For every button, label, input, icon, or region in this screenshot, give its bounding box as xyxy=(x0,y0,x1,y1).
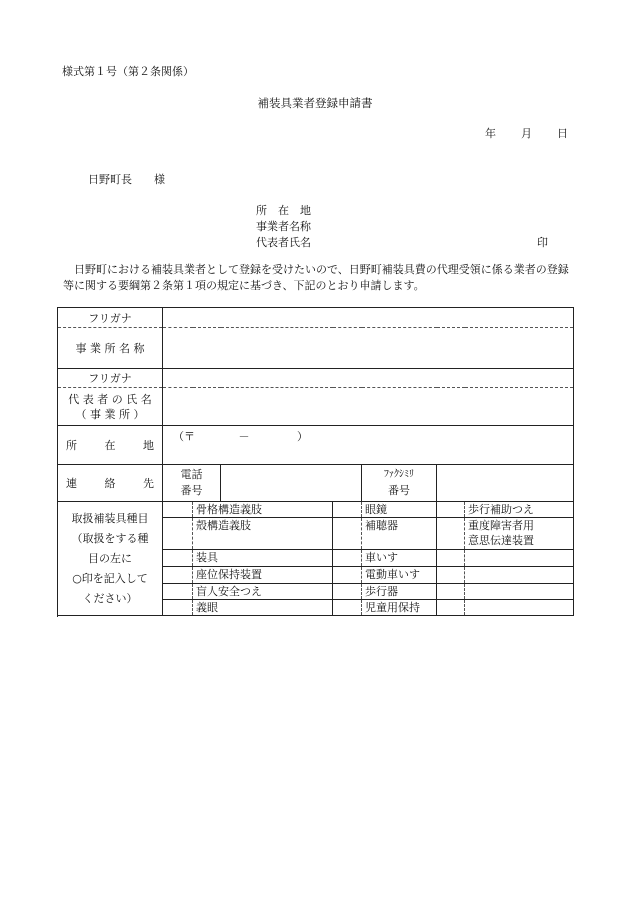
type-item: 電動車いす xyxy=(362,567,437,584)
document-title: 補装具業者登録申請書 xyxy=(257,96,373,110)
type-mark[interactable] xyxy=(437,550,465,567)
type-mark[interactable] xyxy=(333,584,362,600)
type-item-empty xyxy=(465,584,574,600)
type-mark[interactable] xyxy=(163,584,193,600)
furigana-label: フリガナ xyxy=(58,369,163,388)
type-item-empty xyxy=(465,550,574,567)
type-mark[interactable] xyxy=(333,550,362,567)
type-item: 義眼 xyxy=(193,600,333,616)
phone-label: 電話 番号 xyxy=(163,465,221,502)
type-item: 歩行補助つえ xyxy=(465,502,574,518)
type-mark[interactable] xyxy=(163,550,193,567)
phone-field[interactable] xyxy=(221,465,362,502)
type-item: 装具 xyxy=(193,550,333,567)
type-mark[interactable] xyxy=(163,567,193,584)
type-item: 補聴器 xyxy=(362,518,437,550)
type-item: 座位保持装置 xyxy=(193,567,333,584)
address-label: 所 在 地 xyxy=(58,426,163,465)
office-furigana-field[interactable] xyxy=(163,308,574,328)
type-mark[interactable] xyxy=(437,567,465,584)
applicant-business-name-label: 事業者名称 xyxy=(256,220,311,233)
application-form-table xyxy=(57,307,574,616)
date-day[interactable]: 日 xyxy=(557,127,568,140)
furigana-label: フリガナ xyxy=(58,308,163,328)
type-mark[interactable] xyxy=(437,600,465,616)
type-mark[interactable] xyxy=(333,600,362,616)
date-year[interactable]: 年 xyxy=(485,127,496,140)
address-field[interactable]: （〒 － ） xyxy=(163,426,574,465)
type-mark[interactable] xyxy=(163,518,193,550)
fax-field[interactable] xyxy=(437,465,574,502)
type-item: 車いす xyxy=(362,550,437,567)
type-mark[interactable] xyxy=(437,518,465,550)
equipment-types-label: 取扱補装具種目 （取扱をする種 目の左に ○印を記入して ください） xyxy=(58,502,163,616)
type-item: 骨格構造義肢 xyxy=(193,502,333,518)
addressee: 日野町長 様 xyxy=(88,173,165,186)
type-mark[interactable] xyxy=(163,502,193,518)
fax-label: ﾌｧｸｼﾐﾘ 番号 xyxy=(362,465,437,502)
type-item: 盲人安全つえ xyxy=(193,584,333,600)
date-month[interactable]: 月 xyxy=(521,127,532,140)
type-mark[interactable] xyxy=(163,600,193,616)
type-item: 児童用保持 xyxy=(362,600,437,616)
type-item: 眼鏡 xyxy=(362,502,437,518)
rep-name-field[interactable] xyxy=(163,388,574,426)
rep-name-label: 代 表 者 の 氏 名 （ 事 業 所 ） xyxy=(58,388,163,426)
type-item-empty xyxy=(465,600,574,616)
application-statement: 日野町における補装具業者として登録を受けたいので、日野町補装具費の代理受領に係る業者の登録等に関する要綱第２条第１項の規定に基づき、下記のとおり申請します。 xyxy=(63,263,569,292)
type-mark[interactable] xyxy=(333,567,362,584)
rep-furigana-field[interactable] xyxy=(163,369,574,388)
type-mark[interactable] xyxy=(333,502,362,518)
type-item: 重度障害者用 意思伝達装置 xyxy=(465,518,574,550)
office-name-label: 事 業 所 名 称 xyxy=(58,328,163,369)
type-item: 歩行器 xyxy=(362,584,437,600)
type-mark[interactable] xyxy=(333,518,362,550)
type-mark[interactable] xyxy=(437,584,465,600)
office-name-field[interactable] xyxy=(163,328,574,369)
type-mark[interactable] xyxy=(437,502,465,518)
type-item: 殻構造義肢 xyxy=(193,518,333,550)
type-item-empty xyxy=(465,567,574,584)
seal-mark: 印 xyxy=(537,236,548,249)
form-number: 様式第１号（第２条関係） xyxy=(62,65,194,78)
contact-label: 連 絡 先 xyxy=(58,465,163,502)
applicant-location-label: 所 在 地 xyxy=(256,204,311,217)
applicant-representative-label: 代表者氏名 xyxy=(256,236,311,249)
